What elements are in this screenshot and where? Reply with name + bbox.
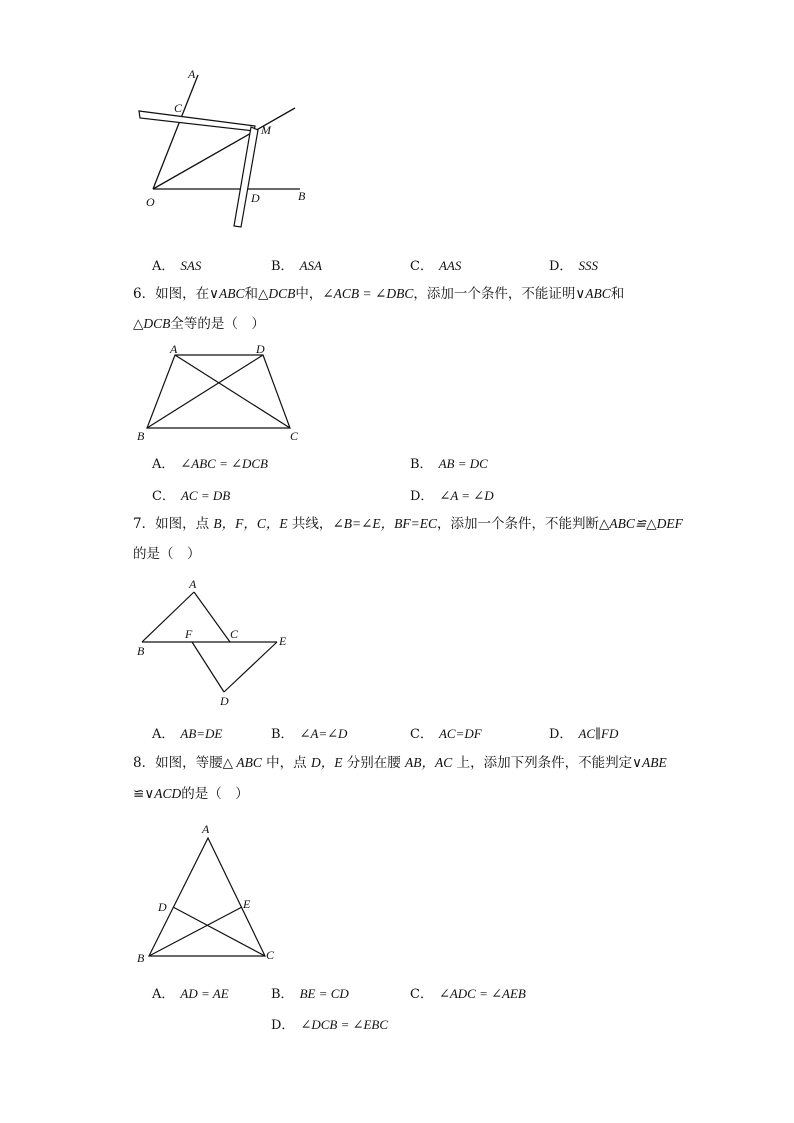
option-value: ∠ADC = ∠AEB — [438, 986, 526, 1001]
fig5-label-d: D — [251, 191, 260, 205]
q8-points: D，E — [310, 755, 343, 770]
q8-text: 的是（ ） — [181, 786, 249, 802]
q8-option-c[interactable] — [410, 983, 526, 1002]
option-key: A． — [152, 727, 175, 742]
q8-triangle: ∨ACD — [144, 786, 182, 801]
fig8-label-b: B — [137, 951, 145, 965]
fig7-label-d: D — [220, 694, 229, 708]
option-value: AB=DE — [180, 726, 223, 741]
option-key: C． — [410, 987, 433, 1002]
q6-triangle: ∨ABC — [575, 286, 611, 301]
q8-text: 如图，等腰 — [155, 755, 223, 771]
option-key: C． — [410, 259, 433, 274]
q6-triangle: ∨ABC — [209, 286, 245, 301]
q7-points: B，F，C，E — [213, 516, 288, 531]
option-value: AC∥FD — [578, 726, 619, 741]
q7-text: 的是（ ） — [133, 546, 201, 562]
q8-legs: AB，AC — [405, 755, 453, 770]
option-key: A． — [152, 259, 175, 274]
q7-text: 如图，点 — [155, 516, 214, 532]
q8-option-b[interactable] — [271, 983, 349, 1002]
q6-text: 和 — [610, 286, 625, 302]
fig8-label-d: D — [158, 900, 167, 914]
fig5-label-a: A — [188, 67, 196, 81]
option-value: BE = CD — [299, 986, 349, 1001]
option-key: A． — [152, 457, 175, 472]
option-key: D． — [410, 489, 434, 504]
q8-option-a[interactable] — [152, 983, 229, 1002]
fig7-label-e: E — [279, 634, 287, 648]
option-value: ∠A=∠D — [299, 726, 348, 741]
option-value: ∠DCB = ∠EBC — [300, 1017, 389, 1032]
option-key: C． — [152, 489, 175, 504]
q8-text: 分别在腰 — [342, 755, 406, 771]
q8-text: 上，添加下列条件，不能判定 — [452, 755, 633, 771]
option-key: B． — [410, 457, 433, 472]
q7-text: ，添加一个条件，不能判断 — [437, 516, 600, 532]
option-key: A． — [152, 987, 175, 1002]
option-key: B． — [271, 727, 294, 742]
fig5-label-o: O — [146, 195, 155, 209]
q6-triangle: △DCB — [257, 286, 296, 301]
q8-triangle: △ ABC — [222, 755, 262, 770]
q8-option-d[interactable] — [271, 1014, 388, 1033]
option-value: ASA — [299, 258, 322, 273]
q6-text: ，添加一个条件，不能证明 — [413, 286, 576, 302]
q8-triangle: ∨ABE — [632, 755, 667, 770]
q8-text: 中，点 — [261, 755, 311, 771]
option-key: B． — [271, 987, 294, 1002]
fig8-label-e: E — [243, 897, 251, 911]
fig7-label-c: C — [230, 627, 239, 641]
option-value: ∠ABC = ∠DCB — [180, 456, 269, 471]
fig8-label-a: A — [202, 822, 210, 836]
option-key: C． — [410, 727, 433, 742]
fig6-label-c: C — [290, 429, 299, 443]
q6-text: 中， — [295, 286, 323, 302]
option-key: B． — [271, 259, 294, 274]
option-value: AAS — [438, 258, 462, 273]
option-key: D． — [271, 1018, 295, 1033]
option-value: SSS — [578, 258, 598, 273]
fig7-label-b: B — [137, 644, 145, 658]
q7-conditions: ∠B=∠E，BF=EC — [332, 516, 438, 531]
option-value: AD = AE — [180, 986, 229, 1001]
fig6-label-b: B — [137, 429, 145, 443]
fig8-label-c: C — [266, 948, 275, 962]
fig6-label-a: A — [170, 342, 178, 356]
q7-text: 共线， — [287, 516, 333, 532]
q6-triangle: △DCB — [133, 316, 171, 331]
option-value: AC = DB — [180, 488, 231, 503]
fig5-label-b: B — [298, 189, 306, 203]
q8-text: ≌ — [133, 786, 145, 802]
option-value: SAS — [180, 258, 202, 273]
option-value: ∠A = ∠D — [439, 488, 494, 503]
fig5-label-m: M — [261, 123, 271, 137]
fig5-label-c: C — [174, 101, 183, 115]
option-value: AB = DC — [438, 456, 488, 471]
q6-text: 和 — [244, 286, 258, 302]
option-key: D． — [549, 727, 573, 742]
q7-congruence: △ABC≌△DEF — [599, 516, 683, 531]
fig6-label-d: D — [256, 342, 265, 356]
q6-condition: ∠ACB = ∠DBC — [322, 286, 414, 301]
q8-number: 8． — [133, 755, 156, 771]
q6-text: 全等的是（ ） — [170, 316, 265, 332]
fig7-label-f: F — [185, 627, 193, 641]
option-key: D． — [549, 259, 573, 274]
q6-number: 6． — [133, 286, 156, 302]
q6-text: 如图，在 — [155, 286, 210, 302]
fig7-label-a: A — [189, 577, 197, 591]
option-value: AC=DF — [438, 726, 482, 741]
q7-number: 7． — [133, 516, 156, 532]
